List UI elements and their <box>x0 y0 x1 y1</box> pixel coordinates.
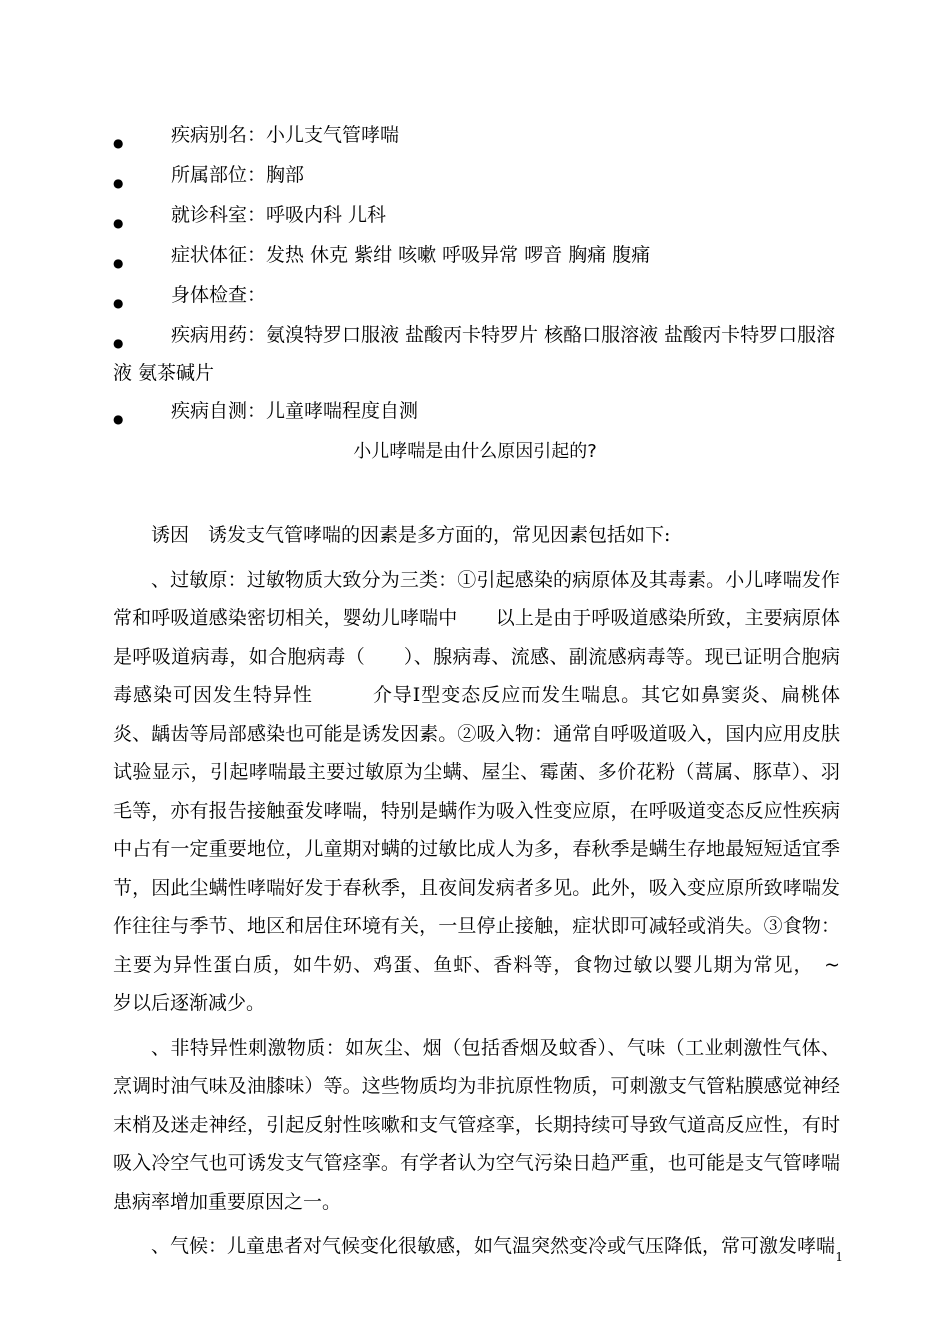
info-value: 发热 休克 紫绀 咳嗽 呼吸异常 啰音 胸痛 腹痛 <box>266 244 651 266</box>
bullet-icon: ● <box>113 296 124 310</box>
info-item-physical-exam <box>113 276 843 316</box>
page-number: 1 <box>835 1250 843 1264</box>
info-label: 所属部位： <box>171 164 267 186</box>
bullet-icon: ● <box>113 256 124 270</box>
info-label: 身体检查： <box>171 284 267 306</box>
section-title: 小儿哮喘是由什么原因引起的? <box>353 441 597 462</box>
info-label: 就诊科室： <box>171 204 267 226</box>
bullet-icon: ● <box>113 216 124 230</box>
info-item-department <box>113 196 843 236</box>
info-label: 疾病别名： <box>171 124 267 146</box>
bullet-icon: ● <box>113 336 124 350</box>
info-label: 疾病自测： <box>171 400 267 422</box>
info-value: 胸部 <box>266 164 305 186</box>
info-item-self-test <box>113 392 843 432</box>
info-label: 疾病用药： <box>171 324 267 346</box>
bullet-icon: ● <box>113 176 124 190</box>
info-label: 症状体征： <box>171 244 267 266</box>
info-item-symptoms <box>113 236 843 276</box>
paragraph-climate: 、气候：儿童患者对气候变化很敏感，如气温突然变冷或气压降低，常可激发哮喘 <box>151 1235 836 1257</box>
info-value: 氨溴特罗口服液 盐酸丙卡特罗片 核酪口服溶液 盐酸丙卡特罗口服溶液 氨茶碱片 <box>113 324 836 384</box>
info-value: 呼吸内科 儿科 <box>266 204 387 226</box>
body-text <box>113 516 860 1266</box>
info-value: 小儿支气管哮喘 <box>266 124 400 146</box>
disease-info-list <box>113 116 843 432</box>
info-item-alias <box>113 116 843 156</box>
info-item-body-part <box>113 156 843 196</box>
bullet-icon: ● <box>113 412 124 426</box>
info-value: 儿童哮喘程度自测 <box>266 400 419 422</box>
bullet-icon: ● <box>113 136 124 150</box>
paragraph-allergens: 、过敏原：过敏物质大致分为三类：①引起感染的病原体及其毒素。小儿哮喘发作常和呼吸道感染密切相关，婴幼儿哮喘中 以上是由于呼吸道感染所致，主要病原体是呼吸道病毒，如合胞病毒（ ）、腺病毒、流感、副流感病毒等。现已证明合胞病毒感染可因发生特异性 介导Ⅰ型变态反应而发生喘息。其它如鼻窦炎、扁桃体炎、龋齿等局部感染也可能是诱发因素。②吸入物：通常自呼吸道吸入，国内应用皮肤试验显示，引起哮喘最主要过敏原为尘螨、屋尘、霉菌、多价花粉（蒿属、豚草）、羽毛等，亦有报告接触蚕发哮喘，特别是螨作为吸入性变应原，在呼吸道变态反应性疾病中占有一定重要地位，儿童期对螨的过敏比成人为多，春秋季是螨生存地最短短适宜季节，因此尘螨性哮喘好发于春秋季，且夜间发病者多见。此外，吸入变应原所致哮喘发作往往与季节、地区和居住环境有关，一旦停止接触，症状即可减轻或消失。③食物：主要为异性蛋白质，如牛奶、鸡蛋、鱼虾、香料等，食物过敏以婴儿期为常见， ~ 岁以后逐渐减少。 <box>113 568 860 1014</box>
paragraph-causes-intro: 诱因 诱发支气管哮喘的因素是多方面的，常见因素包括如下: <box>151 524 671 546</box>
info-item-medication <box>113 316 843 392</box>
paragraph-nonspecific-irritants: 、非特异性刺激物质：如灰尘、烟（包括香烟及蚊香）、气味（工业刺激性气体、烹调时油气味及油膝味）等。这些物质均为非抗原性物质，可刺激支气管粘膜感觉神经末梢及迷走神经，引起反射性咳嗽和支气管痉挛，长期持续可导致气道高反应性，有时吸入冷空气也可诱发支气管痉挛。有学者认为空气污染日趋严重，也可能是支气管哮喘患病率增加重要原因之一。 <box>113 1036 840 1213</box>
